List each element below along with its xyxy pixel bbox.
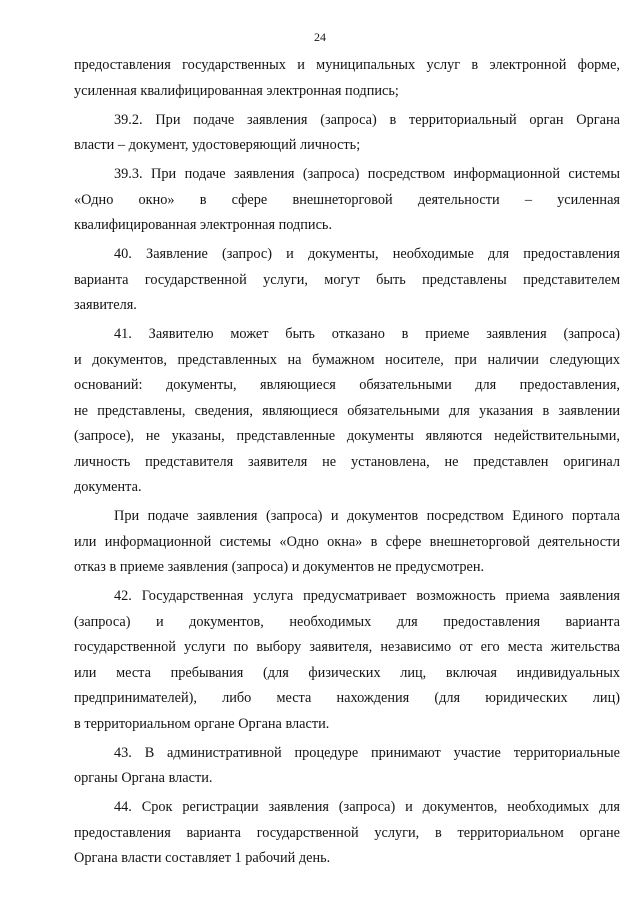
text-line: 39.3. При подаче заявления (запроса) посредством информационной системы	[114, 166, 620, 182]
text-line: квалифицированная электронная подпись.	[74, 217, 333, 233]
text-line: (запросе), не указаны, представленные документы являются недействительными,	[74, 428, 620, 444]
paragraph-41	[74, 322, 620, 501]
text-line: Органа власти составляет 1 рабочий день.	[74, 850, 331, 866]
text-line: предпринимателей), либо места нахождения (для юридических лиц)	[74, 690, 620, 706]
paragraph-39-3	[74, 162, 620, 239]
text-line: 42. Государственная услуга предусматривает возможность приема заявления	[114, 588, 620, 604]
text-line: При подаче заявления (запроса) и документов посредством Единого портала	[114, 508, 620, 524]
text-line: 44. Срок регистрации заявления (запроса) и документов, необходимых для	[114, 799, 620, 815]
text-line: (запроса) и документов, необходимых для предоставления варианта	[74, 613, 620, 630]
paragraph-41-note	[74, 504, 620, 581]
text-line: варианта государственной услуги, могут быть представлены представителем	[74, 271, 620, 288]
text-line: власти – документ, удостоверяющий личность;	[74, 137, 361, 153]
text-line: предоставления варианта государственной услуги, в территориальном органе	[74, 824, 620, 841]
paragraph-44	[74, 795, 620, 872]
text-line: 39.2. При подаче заявления (запроса) в территориальный орган Органа	[114, 111, 620, 128]
text-line: не представлены, сведения, являющиеся обязательными для указания в заявлении	[74, 402, 620, 419]
document-body	[74, 53, 620, 872]
text-line: органы Органа власти.	[74, 770, 213, 786]
paragraph-42	[74, 584, 620, 737]
text-line: усиленная квалифицированная электронная подпись;	[74, 82, 399, 99]
text-line: «Одно окно» в сфере внешнеторговой деятельности – усиленная	[74, 191, 620, 208]
paragraph-continuation	[74, 53, 620, 104]
text-line: или информационной системы «Одно окна» в сфере внешнеторговой деятельности	[74, 533, 620, 550]
text-line: или места пребывания (для физических лиц, включая индивидуальных	[74, 664, 620, 681]
page-number: 24	[314, 30, 326, 44]
text-line: в территориальном органе Органа власти.	[74, 715, 330, 732]
text-line: 43. В административной процедуре принимают участие территориальные	[114, 744, 620, 761]
text-line: документа.	[74, 479, 142, 495]
text-line: заявителя.	[74, 297, 137, 313]
text-line: личность представителя заявителя не установлена, не представлен оригинал	[74, 453, 620, 470]
text-line: 41. Заявителю может быть отказано в приеме заявления (запроса)	[114, 326, 620, 342]
paragraph-39-2	[74, 108, 620, 159]
paragraph-43	[74, 741, 620, 792]
text-line: государственной услуги по выбору заявителя, независимо от его места жительства	[74, 639, 620, 655]
text-line: и документов, представленных на бумажном носителе, при наличии следующих	[74, 351, 620, 368]
text-line: предоставления государственных и муниципальных услуг в электронной форме,	[74, 57, 620, 73]
paragraph-40	[74, 242, 620, 319]
text-line: оснований: документы, являющиеся обязательными для предоставления,	[74, 377, 620, 393]
text-line: отказ в приеме заявления (запроса) и документов не предусмотрен.	[74, 559, 485, 575]
text-line: 40. Заявление (запрос) и документы, необходимые для предоставления	[114, 246, 620, 262]
